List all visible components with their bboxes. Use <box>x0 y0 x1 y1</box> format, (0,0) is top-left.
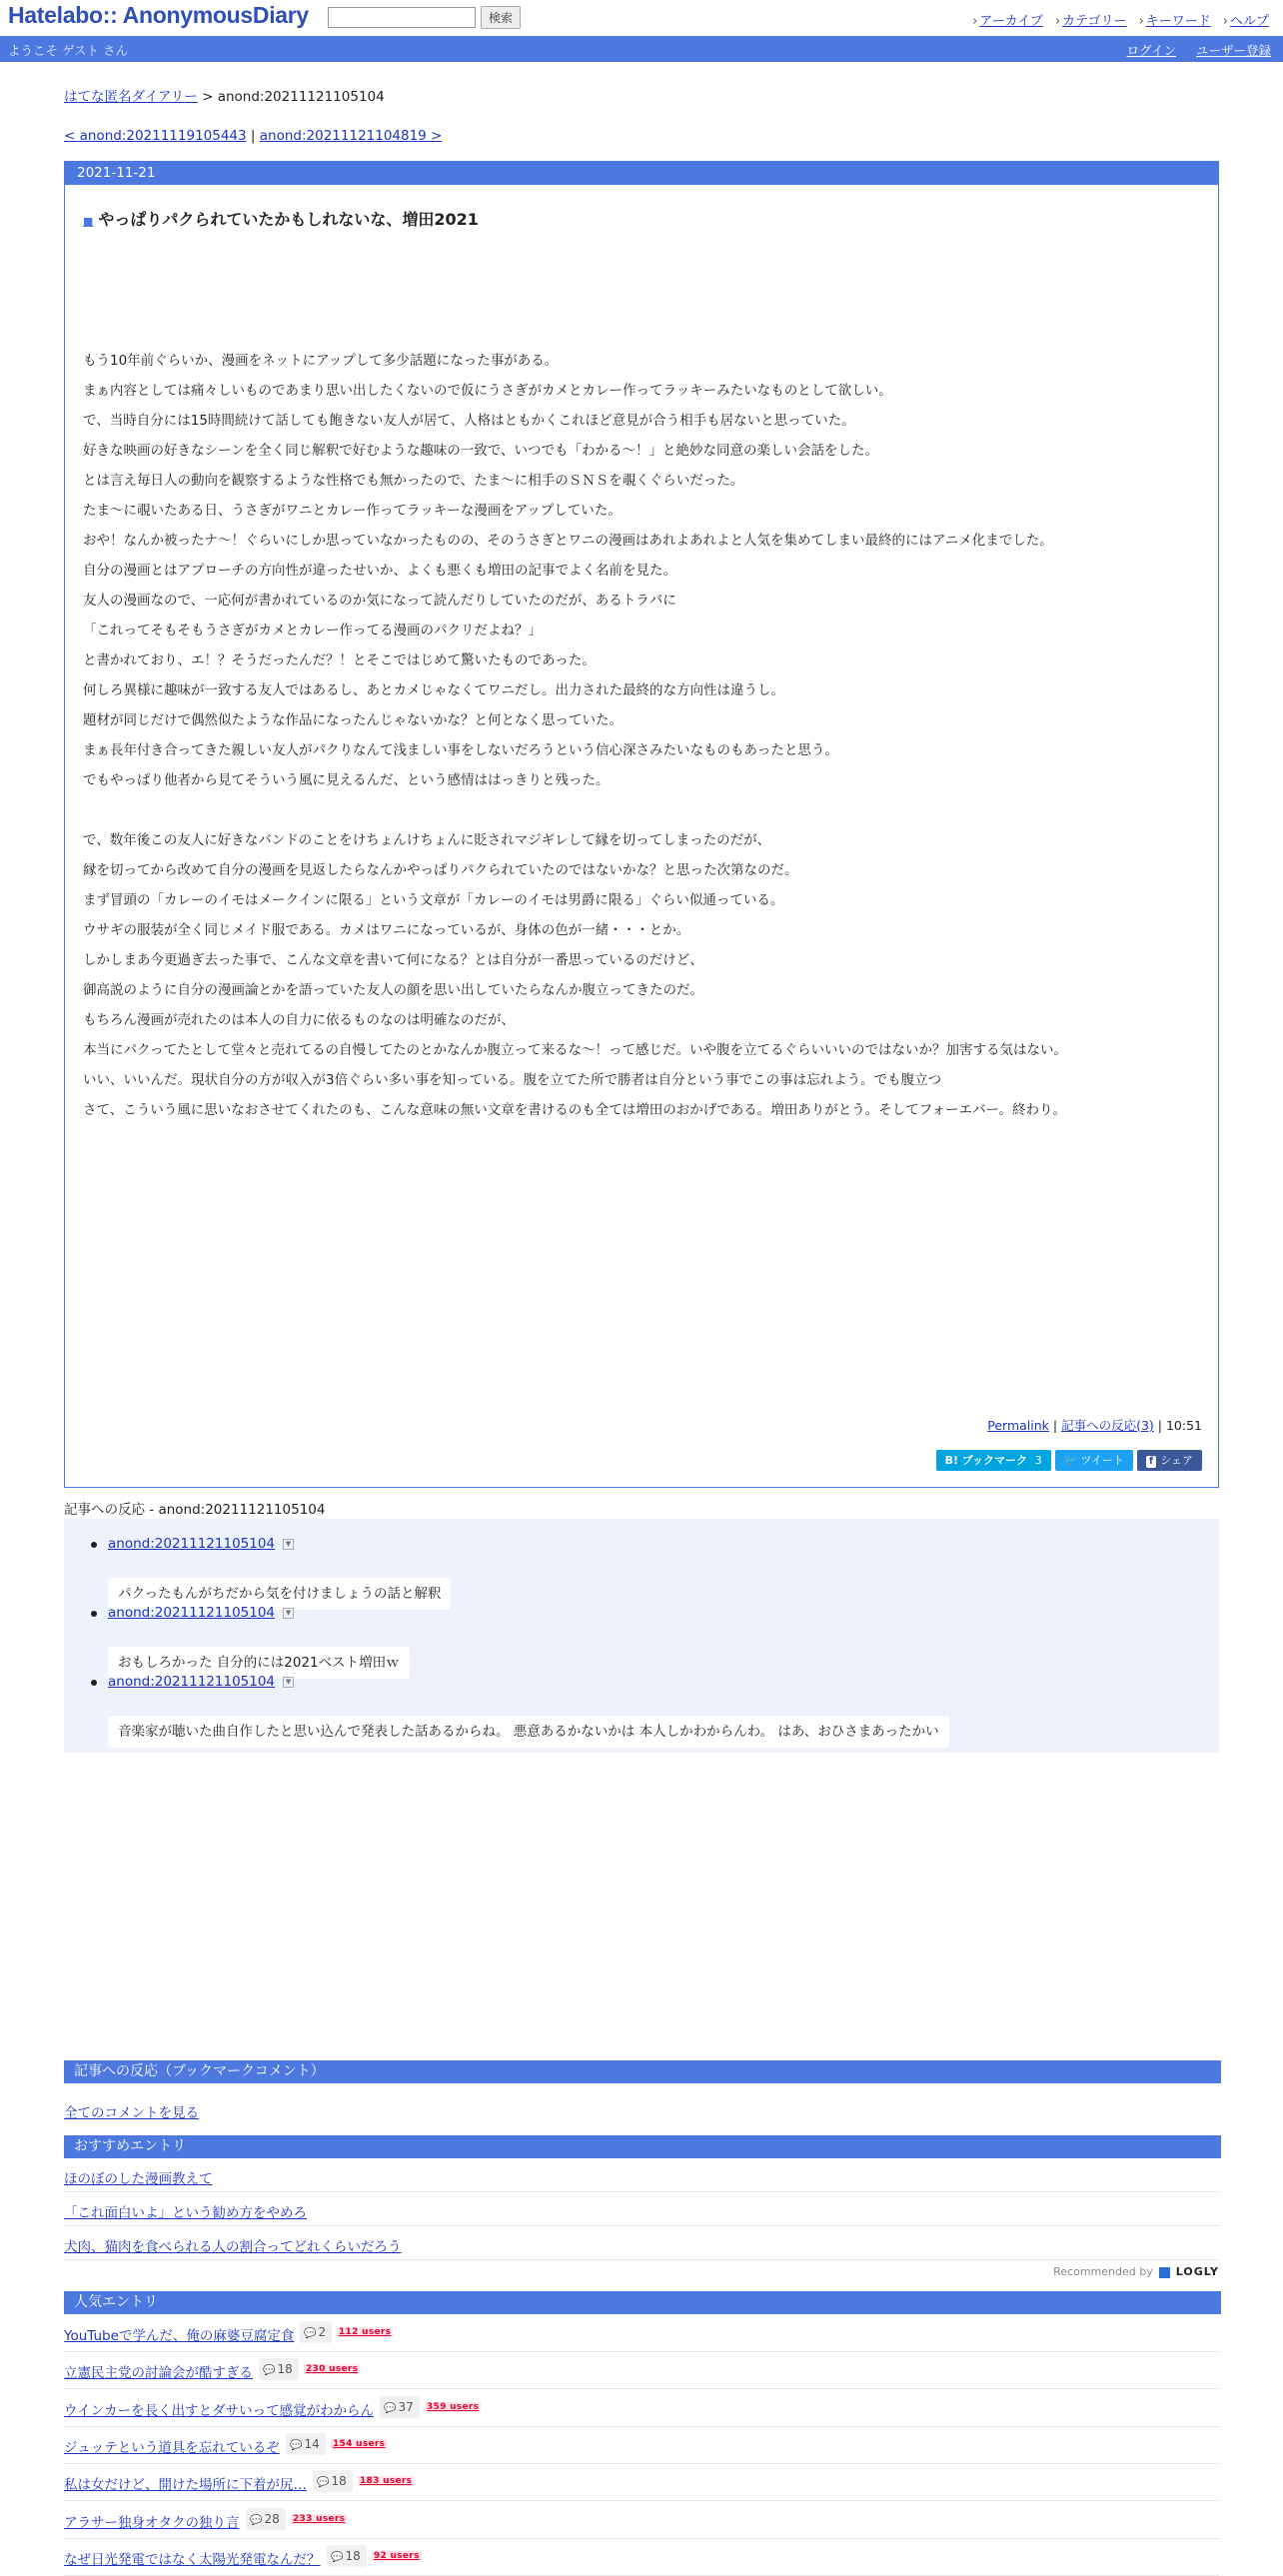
search-input[interactable] <box>328 7 476 28</box>
reactions-list <box>64 1519 1219 1753</box>
facebook-share-button[interactable] <box>1137 1450 1202 1471</box>
entry-title-text: やっぱりパクられていたかもしれないな、増田2021 <box>98 210 479 229</box>
breadcrumb-root[interactable]: はてな匿名ダイアリー <box>64 89 198 105</box>
body-line: 本当にパクってたとして堂々と売れてるの自慢してたのとかなんか腹立って来るな～！って感じだ。いや腹を立てるぐらいいいのではないか？加害する気はない。 <box>83 1042 1067 1058</box>
prev-entry-link[interactable]: < anond:20211119105443 <box>64 128 247 144</box>
all-comments-link[interactable]: 全てのコメントを見る <box>64 2105 199 2121</box>
body-line: まぁ長年付き合ってきた親しい友人がパクりなんて浅ましい事をしないだろうという信心深さみたいなものもあったと思う。 <box>83 742 838 758</box>
reaction-link[interactable] <box>108 1674 294 1690</box>
reaction-text: パクったもんがちだから気を付けましょうの話と解釈 <box>108 1578 451 1610</box>
reaction-link[interactable] <box>108 1536 294 1552</box>
bookmark-users-badge[interactable]: 154 users <box>333 2438 386 2449</box>
recommended-link[interactable]: ほのぼのした漫画教えて <box>64 2171 213 2187</box>
tweet-button[interactable] <box>1055 1450 1133 1471</box>
popular-item <box>64 2463 1219 2501</box>
body-line: 友人の漫画なので、一応何が書かれているのか気になって読んだりしていたのだが、あるトラバに <box>83 593 676 609</box>
bookmark-users-badge[interactable]: 230 users <box>306 2364 359 2375</box>
popular-heading: 人気エントリ <box>64 2291 1221 2314</box>
paragraph-gap <box>83 795 1202 825</box>
comment-count[interactable]: 💬 37 <box>380 2396 420 2418</box>
entry-body <box>83 346 1202 1125</box>
body-line: 自分の漫画とはアプローチの方向性が違ったせいか、よくも悪くも増田の記事でよく名前を見た。 <box>83 563 676 579</box>
entry-pager <box>64 128 1219 144</box>
top-nav <box>960 10 1269 29</box>
popular-item <box>64 2351 1219 2389</box>
breadcrumb <box>64 85 1219 105</box>
body-line: おや！なんか被ったナ～！ぐらいにしか思っていなかったものの、そのうさぎとワニの漫画はあれよあれよと人気を集めてしまい最終的にはアニメ化までした。 <box>83 533 1053 549</box>
body-line: たま～に覗いたある日、うさぎがワニとカレー作ってラッキーな漫画をアップしていた。 <box>83 503 622 519</box>
reaction-text: おもしろかった 自分的には2021ベスト増田ｗ <box>108 1647 410 1679</box>
pager-separator: | <box>246 128 260 144</box>
facebook-icon: f <box>1146 1456 1156 1468</box>
reaction-link-text: anond:20211121105104 <box>108 1536 276 1552</box>
nav-category[interactable]: › カテゴリー <box>1055 14 1127 29</box>
title-square-icon[interactable]: ■ <box>83 215 94 228</box>
bookmark-comments-heading: 記事への反応（ブックマークコメント） <box>64 2060 1221 2083</box>
permalink[interactable]: Permalink <box>987 1418 1049 1433</box>
body-line: しかしまあ今更過ぎ去った事で、こんな文章を書いて何になる？とは自分が一番思っているのだけど、 <box>83 952 703 968</box>
comment-count[interactable]: 💬 18 <box>327 2545 367 2567</box>
popular-link[interactable]: 立憲民主党の討論会が酷すぎる <box>64 2365 253 2382</box>
body-line: さて、こういう風に思いなおさせてくれたのも、こんな意味の無い文章を書けるのも全ては増田のおかげである。増田ありがとう。そしてフォーエバー。終わり。 <box>83 1102 1067 1118</box>
popular-link[interactable]: ウインカーを長く出すとダサいって感覚がわからん <box>64 2402 375 2419</box>
body-line: 好きな映画の好きなシーンを全く同じ解釈で好むような趣味の一致で、いつでも「わかる～！」と絶妙な同意の楽しい会話をした。 <box>83 443 878 459</box>
bookmark-users-badge[interactable]: 92 users <box>374 2550 420 2561</box>
nav-keyword[interactable]: › キーワード <box>1139 14 1211 29</box>
login-link[interactable]: ログイン <box>1126 43 1176 58</box>
entry-footer: Permalink | 記事への反応(3) | 10:51 <box>987 1418 1202 1433</box>
recommended-heading: おすすめエントリ <box>64 2135 1221 2158</box>
bookmark-label: B! ブックマーク <box>944 1454 1028 1467</box>
twitter-bird-icon: 🐦 <box>1063 1454 1078 1467</box>
body-line: 縁を切ってから改めて自分の漫画を見返したらなんかやっぱりパクられていたのではないかな？と思った次第なのだ。 <box>83 862 798 878</box>
share-buttons <box>932 1450 1202 1471</box>
body-line: でもやっぱり他者から見てそういう風に見えるんだ、という感情ははっきりと残った。 <box>83 772 610 788</box>
nav-help[interactable]: › ヘルプ <box>1223 14 1269 29</box>
breadcrumb-separator: > <box>197 89 218 105</box>
reactions-heading: 記事への反応 - anond:20211121105104 <box>64 1502 326 1518</box>
body-line: もちろん漫画が売れたのは本人の自力に依るものなのは明確なのだが、 <box>83 1012 515 1028</box>
popular-link[interactable]: ジュッテという道具を忘れているぞ <box>64 2439 280 2456</box>
entry-title <box>83 207 479 230</box>
popular-link[interactable]: 私は女だけど、開けた場所に下着が尻… <box>64 2477 307 2494</box>
body-line: で、当時自分には15時間続けて話しても飽きない友人が居て、人格はともかくこれほど意見が合う相手も居ないと思っていた。 <box>83 413 855 429</box>
entry-time: 10:51 <box>1165 1418 1202 1433</box>
chevron-down-icon[interactable]: ▼ <box>283 1608 294 1619</box>
share-label: シェア <box>1160 1454 1193 1467</box>
body-line: 何しろ異様に趣味が一致する友人ではあるし、あとカメじゃなくてワニだし。出力された最終的な方向性は違うし。 <box>83 682 784 698</box>
welcome-text: ようこそ ゲスト さん <box>8 43 128 58</box>
body-line: 御高説のように自分の漫画論とかを語っていた友人の顔を思い出していたらなんか腹立ってきたのだ。 <box>83 982 703 998</box>
site-logo[interactable]: Hatelabo:: AnonymousDiary <box>8 2 309 28</box>
popular-item <box>64 2426 1219 2464</box>
body-line: まぁ内容としては痛々しいものであまり思い出したくないので仮にうさぎがカメとカレー作ってラッキーみたいなものとして欲しい。 <box>83 383 892 399</box>
comment-count[interactable]: 💬 28 <box>246 2508 286 2530</box>
body-line: 「これってそもそもうさぎがカメとカレー作ってる漫画のパクリだよね？」 <box>83 623 542 639</box>
popular-item <box>64 2389 1219 2427</box>
popular-link[interactable]: YouTubeで学んだ、俺の麻婆豆腐定食 <box>64 2328 295 2344</box>
welcome-bar <box>0 36 1283 62</box>
body-line: とは言え毎日人の動向を観察するような性格でも無かったので、たま～に相手のＳＮＳを覗くぐらいだった。 <box>83 473 744 489</box>
register-link[interactable]: ユーザー登録 <box>1195 43 1271 58</box>
recommended-item <box>64 2192 1219 2226</box>
reactions-link[interactable]: 記事への反応(3) <box>1061 1418 1154 1433</box>
body-line: いい、いいんだ。現状自分の方が収入が3倍ぐらい多い事を知っている。腹を立てた所で勝者は自分という事でこの事は忘れよう。でも腹立つ <box>83 1072 942 1088</box>
logly-brand[interactable]: LOGLY <box>1175 2265 1219 2278</box>
popular-item <box>64 2314 1219 2352</box>
reaction-link-text: anond:20211121105104 <box>108 1605 276 1621</box>
entry-date: 2021-11-21 <box>65 162 1218 185</box>
top-bar <box>0 0 1283 36</box>
bookmark-users-badge[interactable]: 233 users <box>293 2513 346 2524</box>
comment-count[interactable]: 💬 18 <box>313 2470 353 2492</box>
chevron-down-icon[interactable]: ▼ <box>283 1539 294 1550</box>
comment-count[interactable]: 💬 14 <box>286 2433 326 2455</box>
body-line: で、数年後この友人に好きなバンドのことをけちょんけちょんに貶されマジギレして縁を切ってしまったのだが、 <box>83 832 771 848</box>
search-button[interactable]: 検索 <box>481 6 521 29</box>
recommended-link[interactable]: 犬肉、猫肉を食べられる人の割合ってどれくらいだろう <box>64 2239 402 2255</box>
body-line: と書かれており、エ！？そうだったんだ？！とそこではじめて驚いたものであった。 <box>83 652 596 668</box>
bookmark-users-badge[interactable]: 112 users <box>339 2327 392 2337</box>
recommended-link[interactable]: 「これ面白いよ」という勧め方をやめろ <box>64 2205 307 2221</box>
breadcrumb-current: anond:20211121105104 <box>217 89 385 105</box>
recommended-item <box>64 2226 1219 2260</box>
comment-count[interactable]: 💬 18 <box>259 2358 299 2380</box>
body-line: 題材が同じだけで偶然似たような作品になったんじゃないかな？と何となく思っていた。 <box>83 712 623 728</box>
nav-archive[interactable]: › アーカイブ <box>972 14 1043 29</box>
recommended-credit <box>1053 2265 1219 2278</box>
body-line: ウサギの服装が全く同じメイド服である。カメはワニになっているが、身体の色が一緒・・・とか。 <box>83 922 690 938</box>
chevron-down-icon[interactable]: ▼ <box>283 1677 294 1688</box>
body-line: もう10年前ぐらいか、漫画をネットにアップして多少話題になった事がある。 <box>83 353 559 369</box>
body-line: まず冒頭の「カレーのイモはメークインに限る」という文章が「カレーのイモは男爵に限る」ぐらい似通っている。 <box>83 892 784 908</box>
bookmark-count: 3 <box>1034 1454 1042 1467</box>
popular-link[interactable]: なぜ日光発電ではなく太陽光発電なんだ？ <box>64 2551 321 2568</box>
popular-link[interactable]: アラサー独身オタクの独り言 <box>64 2514 240 2531</box>
reaction-text: 音楽家が聴いた曲自作したと思い込んで発表した話あるからね。 悪意あるかないかは 本人しかわからんわ。 はあ、おひさまあったかい <box>108 1716 949 1748</box>
bookmark-users-badge[interactable]: 359 users <box>427 2401 480 2412</box>
recommended-item <box>64 2158 1219 2192</box>
entry <box>64 161 1219 1488</box>
recommended-credit-text: Recommended by <box>1053 2265 1153 2278</box>
popular-item <box>64 2501 1219 2539</box>
all-comments-row <box>64 2101 1219 2121</box>
next-entry-link[interactable]: anond:20211121104819 > <box>259 128 443 144</box>
hatena-bookmark-button[interactable] <box>936 1450 1051 1471</box>
bookmark-users-badge[interactable]: 183 users <box>360 2476 413 2487</box>
popular-item <box>64 2538 1219 2576</box>
comment-count[interactable]: 💬 2 <box>300 2321 332 2343</box>
logly-icon <box>1159 2267 1170 2278</box>
reaction-link-text: anond:20211121105104 <box>108 1674 276 1690</box>
tweet-label: ツイート <box>1080 1454 1124 1467</box>
reaction-link[interactable] <box>108 1605 294 1621</box>
